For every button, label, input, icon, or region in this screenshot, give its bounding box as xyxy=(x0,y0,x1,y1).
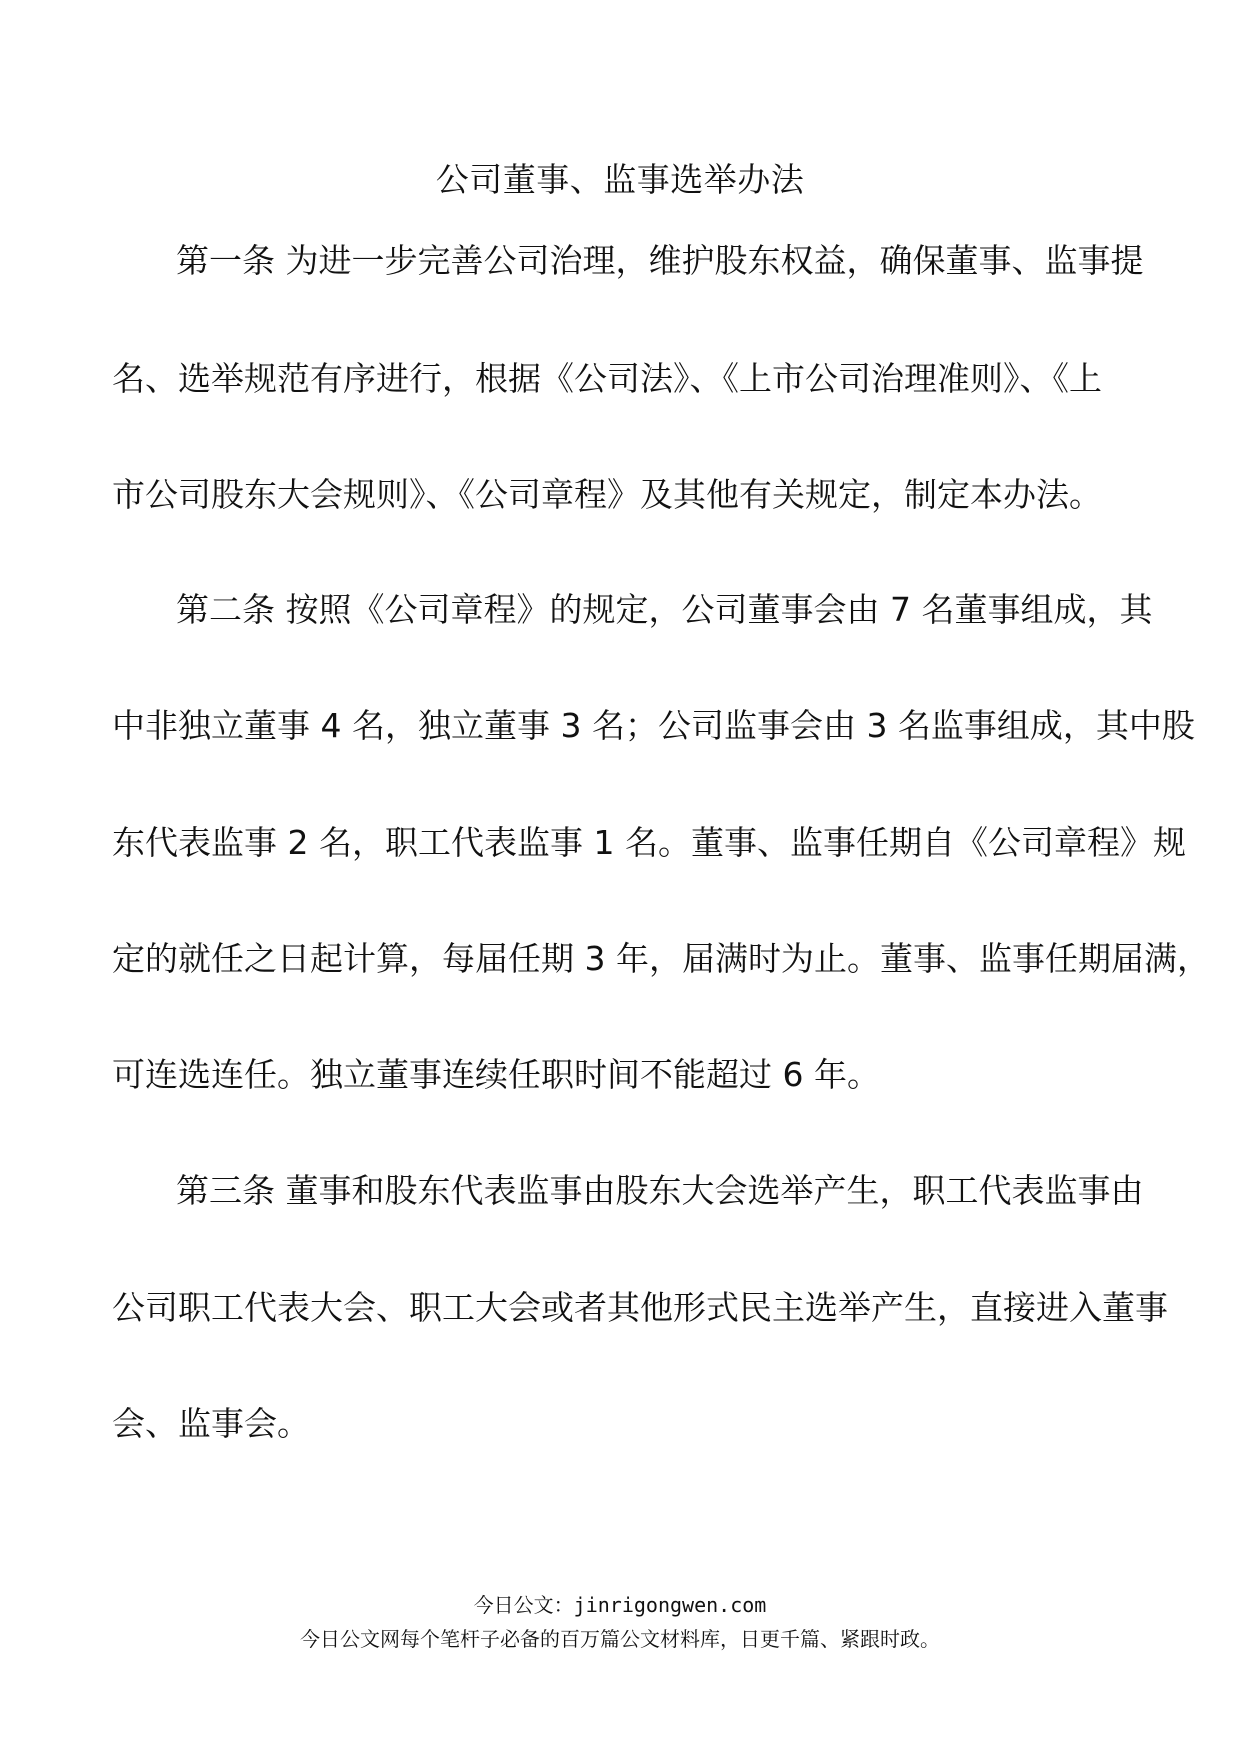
document-title: 公司董事、监事选举办法 xyxy=(435,160,805,199)
article-1-line-3: 市公司股东大会规则》、《公司章程》及其他有关规定，制定本办法。 xyxy=(112,475,1102,514)
article-1-line-2: 名、选举规范有序进行，根据《公司法》、《上市公司治理准则》、《上 xyxy=(112,359,1102,398)
article-1-line-1: 第一条 为进一步完善公司治理，维护股东权益，确保董事、监事提 xyxy=(176,241,1144,280)
article-3-line-2: 公司职工代表大会、职工大会或者其他形式民主选举产生，直接进入董事 xyxy=(112,1288,1168,1327)
footer-site-link[interactable]: 今日公文：jinrigongwen.com xyxy=(473,1593,767,1617)
footer-tagline: 今日公文网每个笔杆子必备的百万篇公文材料库，日更千篇、紧跟时政。 xyxy=(300,1627,940,1651)
article-2-line-2: 中非独立董事 4 名，独立董事 3 名；公司监事会由 3 名监事组成，其中股 xyxy=(112,706,1195,745)
article-2-line-3: 东代表监事 2 名，职工代表监事 1 名。董事、监事任期自《公司章程》规 xyxy=(112,823,1186,862)
article-3-line-1: 第三条 董事和股东代表监事由股东大会选举产生，职工代表监事由 xyxy=(176,1171,1144,1210)
article-2-line-1: 第二条 按照《公司章程》的规定，公司董事会由 7 名董事组成，其 xyxy=(176,590,1153,629)
article-2-line-5: 可连选连任。独立董事连续任职时间不能超过 6 年。 xyxy=(112,1055,880,1094)
article-3-line-3: 会、监事会。 xyxy=(112,1404,310,1443)
article-2-line-4: 定的就任之日起计算，每届任期 3 年，届满时为止。董事、监事任期届满， xyxy=(112,939,1210,978)
